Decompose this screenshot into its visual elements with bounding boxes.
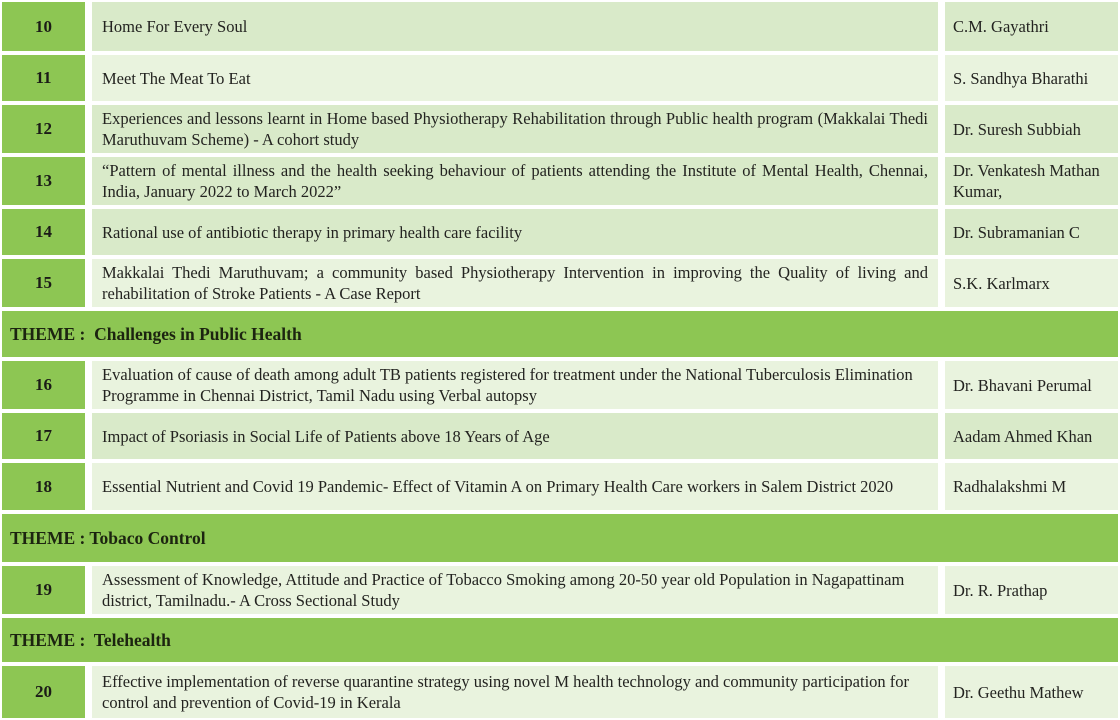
author-cell xyxy=(945,55,1118,101)
author-cell xyxy=(945,157,1118,205)
author-cell xyxy=(945,259,1118,307)
paper-title: Effective implementation of reverse quarantine strategy using novel M health technology and community participation for control and prevention of Covid-19 in Kerala xyxy=(102,672,910,712)
paper-title-cell xyxy=(92,2,938,51)
paper-title-cell xyxy=(92,361,938,409)
serial-number-cell xyxy=(2,413,85,459)
author-cell xyxy=(945,666,1118,718)
author-name: Dr. Geethu Mathew xyxy=(953,682,1084,702)
paper-title: Home For Every Soul xyxy=(102,17,248,36)
paper-title-cell xyxy=(92,209,938,255)
paper-title: Impact of Psoriasis in Social Life of Patients above 18 Years of Age xyxy=(102,426,550,446)
author-name: Dr. Bhavani Perumal xyxy=(953,375,1092,395)
paper-title-cell xyxy=(92,259,938,307)
serial-number: 12 xyxy=(35,119,52,138)
serial-number-cell xyxy=(2,157,85,205)
author-cell xyxy=(945,2,1118,51)
author-cell xyxy=(945,361,1118,409)
table-row xyxy=(2,566,1118,614)
paper-title-cell xyxy=(92,463,938,510)
author-name: C.M. Gayathri xyxy=(953,17,1049,36)
table-row xyxy=(2,157,1118,205)
author-cell xyxy=(945,413,1118,459)
theme-label: THEME : Telehealth xyxy=(10,629,171,650)
author-name: S.K. Karlmarx xyxy=(953,273,1050,293)
serial-number: 20 xyxy=(35,682,52,701)
theme-header-row xyxy=(2,311,1118,357)
theme-header-row xyxy=(2,618,1118,662)
table-row xyxy=(2,463,1118,510)
serial-number-cell xyxy=(2,105,85,153)
table-row xyxy=(2,666,1118,718)
paper-title-cell xyxy=(92,413,938,459)
serial-number-cell xyxy=(2,361,85,409)
author-cell xyxy=(945,463,1118,510)
serial-number: 15 xyxy=(35,273,52,292)
paper-title: Assessment of Knowledge, Attitude and Practice of Tobacco Smoking among 20-50 year old Population in Nagapattinam district, Tamilnadu.- A Cross Sectional Study xyxy=(102,570,905,610)
author-name: Dr. Suresh Subbiah xyxy=(953,119,1081,139)
table-row xyxy=(2,2,1118,51)
author-name: Dr. R. Prathap xyxy=(953,580,1048,600)
paper-title-cell xyxy=(92,566,938,614)
author-cell xyxy=(945,566,1118,614)
serial-number-cell xyxy=(2,55,85,101)
paper-title: Meet The Meat To Eat xyxy=(102,68,251,88)
author-cell xyxy=(945,105,1118,153)
paper-title: “Pattern of mental illness and the health seeking behaviour of patients attending the Institute of Mental Health, Chennai, India, January 2022 to March 2022” xyxy=(102,161,928,201)
table-row xyxy=(2,209,1118,255)
serial-number: 11 xyxy=(35,68,52,87)
serial-number-cell xyxy=(2,666,85,718)
author-name: Dr. Subramanian C xyxy=(953,222,1080,242)
serial-number: 10 xyxy=(35,16,52,36)
serial-number: 19 xyxy=(35,580,52,599)
serial-number-cell xyxy=(2,2,85,51)
paper-title-cell xyxy=(92,666,938,718)
paper-title: Evaluation of cause of death among adult TB patients registered for treatment under the National Tuberculosis Elimination Programme in Chennai District, Tamil Nadu using Verbal autopsy xyxy=(102,365,913,405)
serial-number: 16 xyxy=(35,375,52,394)
author-name: Radhalakshmi M xyxy=(953,477,1067,496)
paper-title: Experiences and lessons learnt in Home based Physiotherapy Rehabilitation through Public health program (Makkalai Thedi Maruthuvam Scheme) - A cohort study xyxy=(102,109,928,149)
serial-number-cell xyxy=(2,463,85,510)
author-name: S. Sandhya Bharathi xyxy=(953,68,1089,88)
paper-title-cell xyxy=(92,157,938,205)
author-cell xyxy=(945,209,1118,255)
paper-title-cell xyxy=(92,55,938,101)
serial-number-cell xyxy=(2,209,85,255)
table-row xyxy=(2,55,1118,101)
serial-number-cell xyxy=(2,566,85,614)
theme-header-row xyxy=(2,514,1118,562)
table-row xyxy=(2,361,1118,409)
table-row xyxy=(2,413,1118,459)
author-name: Dr. Venkatesh Mathan Kumar, xyxy=(953,161,1100,201)
serial-number-cell xyxy=(2,259,85,307)
serial-number: 13 xyxy=(35,171,52,190)
serial-number: 17 xyxy=(35,426,52,445)
table-row xyxy=(2,105,1118,153)
table-row xyxy=(2,259,1118,307)
author-name: Aadam Ahmed Khan xyxy=(953,426,1093,446)
serial-number: 14 xyxy=(35,222,52,241)
paper-title: Essential Nutrient and Covid 19 Pandemic- Effect of Vitamin A on Primary Health Care workers in Salem District 2020 xyxy=(102,477,894,496)
theme-label: THEME : Challenges in Public Health xyxy=(10,323,302,344)
paper-title: Rational use of antibiotic therapy in primary health care facility xyxy=(102,222,523,242)
serial-number: 18 xyxy=(35,476,52,496)
theme-label: THEME : Tobaco Control xyxy=(10,527,206,548)
paper-title-cell xyxy=(92,105,938,153)
paper-title: Makkalai Thedi Maruthuvam; a community based Physiotherapy Intervention in improving the Quality of living and rehabilitation of Stroke Patients - A Case Report xyxy=(102,263,928,303)
